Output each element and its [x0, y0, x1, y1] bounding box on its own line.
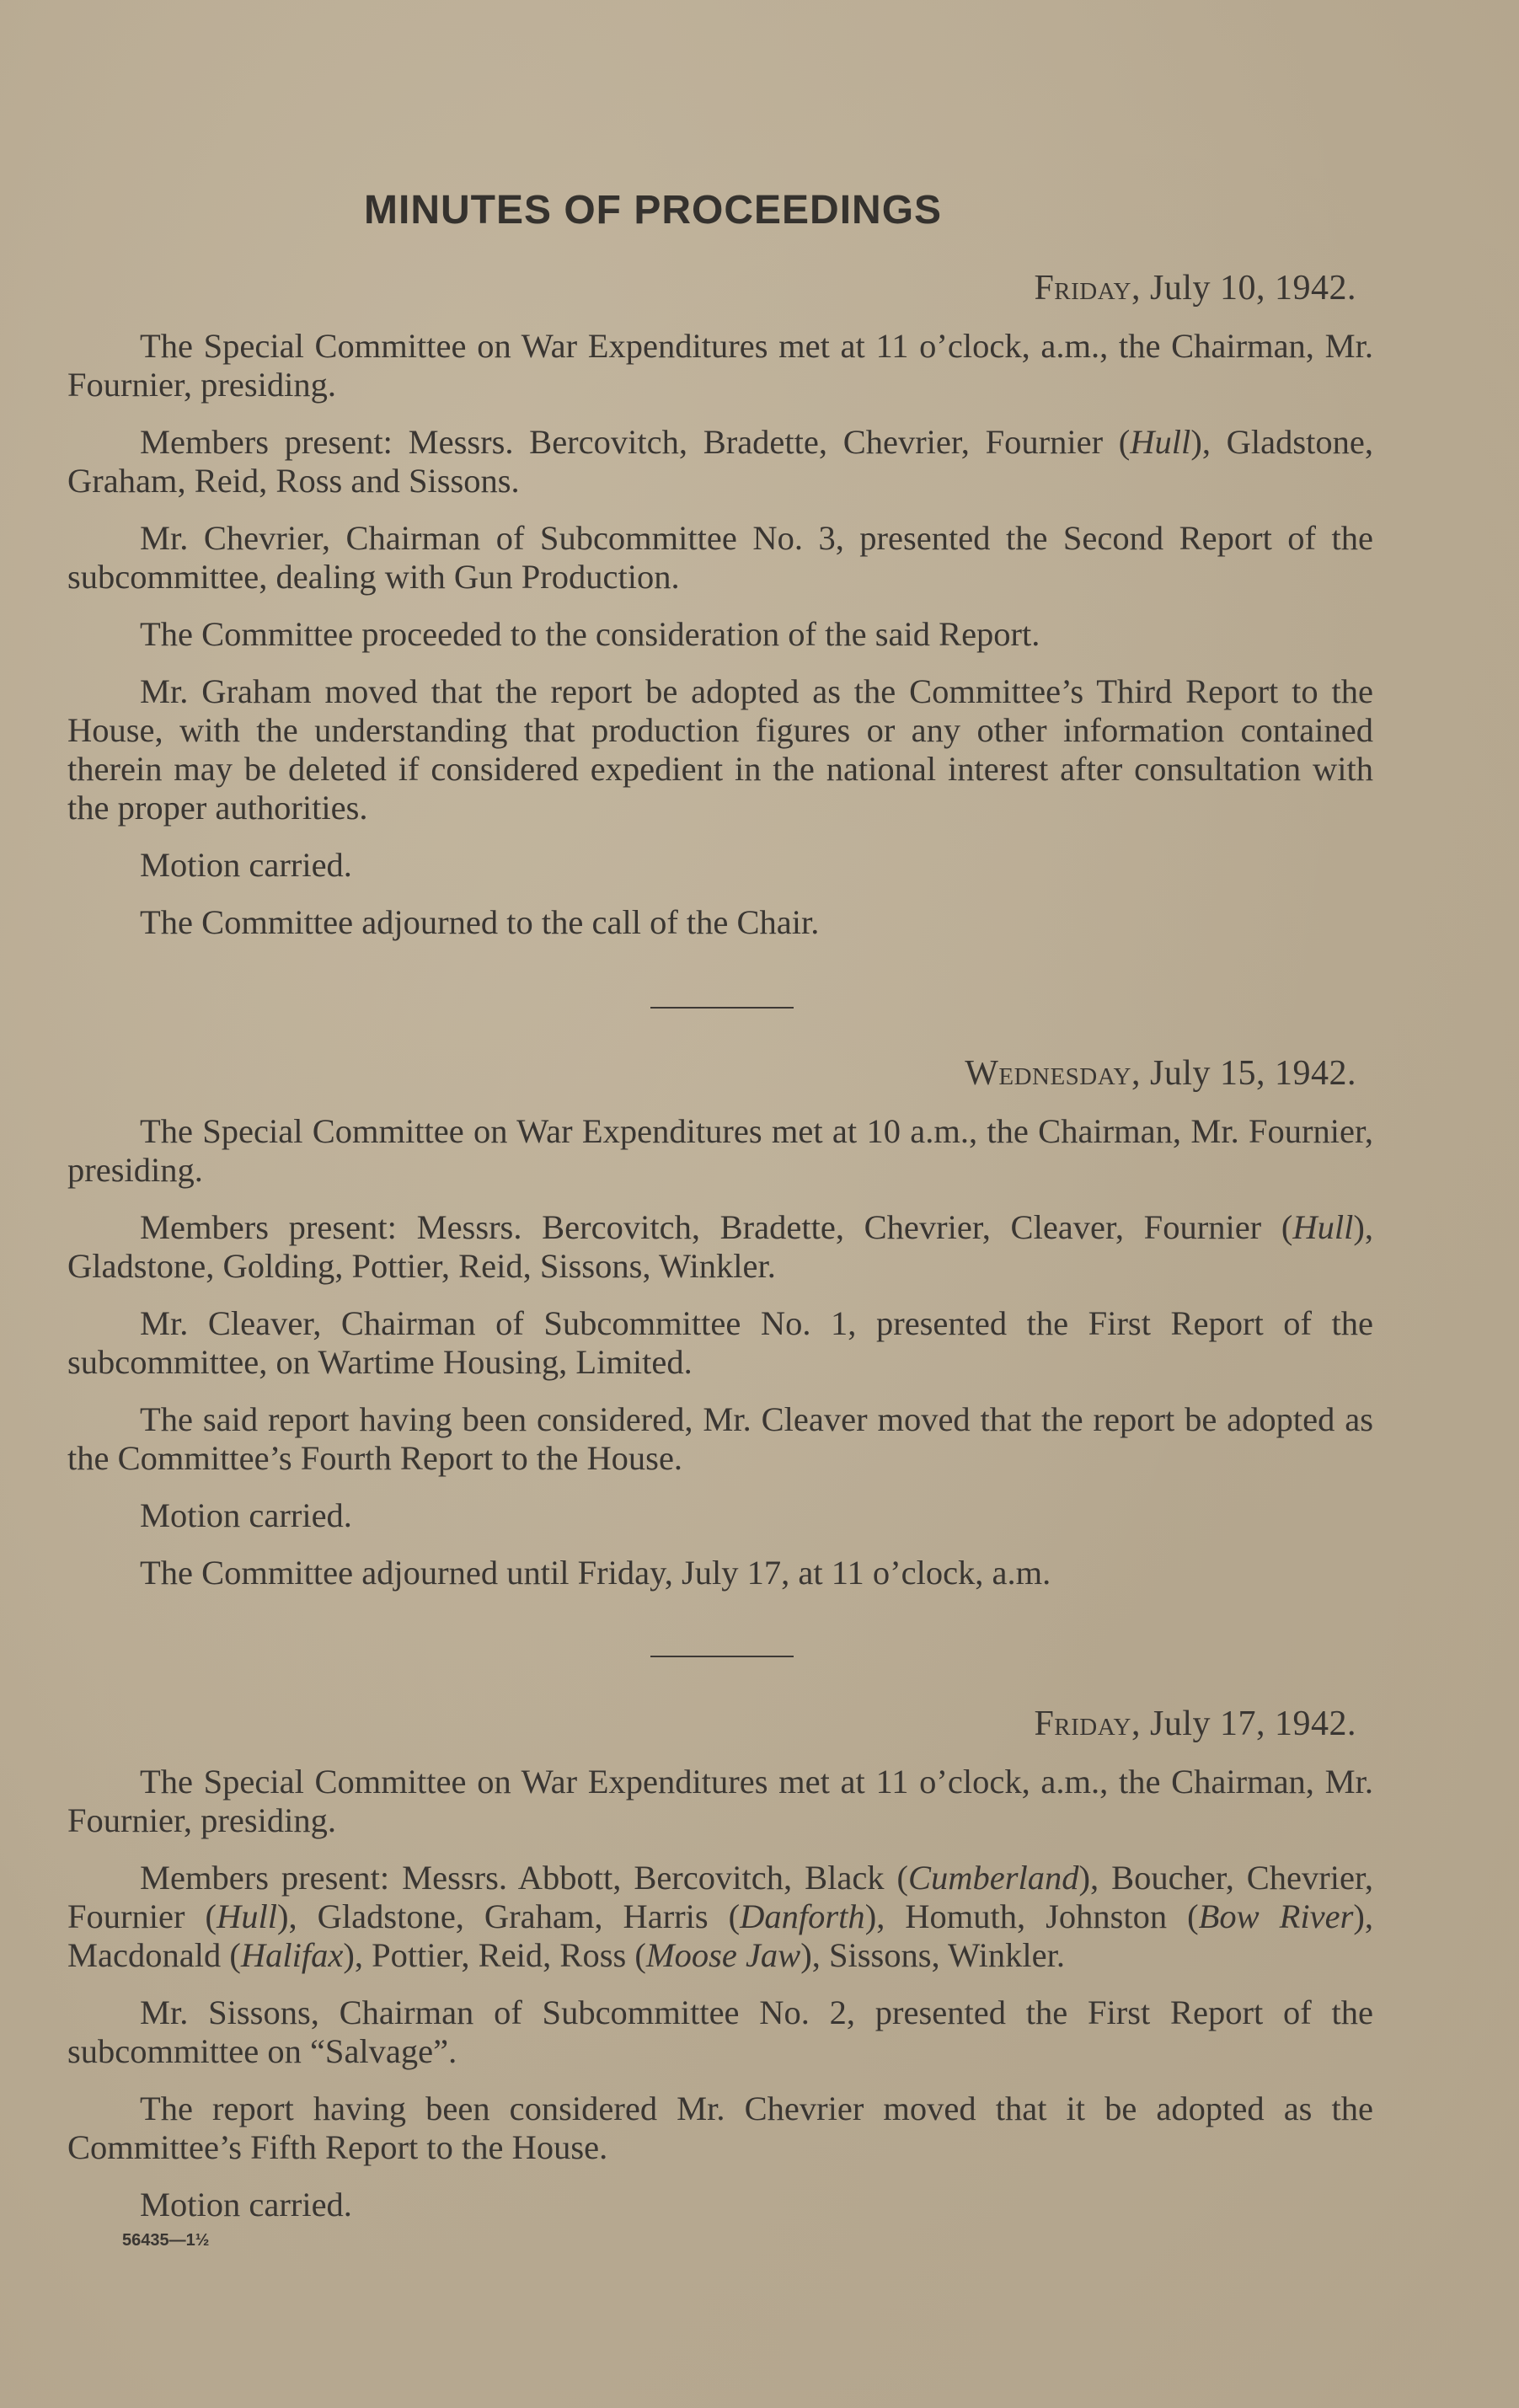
page-title: MINUTES OF PROCEEDINGS	[364, 188, 943, 233]
paragraph: Mr. Cleaver, Chairman of Subcommittee No. 1, presented the First Report of the subcommittee, on Wartime Housing, Limited.	[67, 1304, 1373, 1381]
paragraph: Mr. Sissons, Chairman of Subcommittee No. 2, presented the First Report of the subcommittee on “Salvage”.	[67, 1993, 1373, 2070]
paragraph: The Committee proceeded to the consideration of the said Report.	[140, 615, 1040, 653]
members-present: Members present: Messrs. Abbott, Bercovitch, Black (Cumberland), Boucher, Chevrier, Fournier (Hull), Gladstone, Graham, Harris (Danforth), Homuth, Johnston (Bow River), Macdonald (Halifax), Pottier, Reid, Ross (Moose Jaw), Sissons, Winkler.	[67, 1859, 1373, 1974]
section-divider	[650, 1007, 794, 1009]
minutes-entry-july-10	[67, 268, 1373, 961]
section-divider	[650, 1656, 794, 1657]
motion-paragraph: Mr. Graham moved that the report be adopted as the Committee’s Third Report to the House, with the understanding that production figures or any other information contained therein may be deleted if considered expedient in the national interest after consultation with the proper authorities.	[67, 672, 1373, 827]
adjournment: The Committee adjourned to the call of the Chair.	[140, 903, 820, 941]
motion-paragraph: The said report having been considered, Mr. Cleaver moved that the report be adopted as the Committee’s Fourth Report to the House.	[67, 1400, 1373, 1477]
adjournment: The Committee adjourned until Friday, July 17, at 11 o’clock, a.m.	[140, 1554, 1051, 1592]
entry-date	[67, 1704, 1356, 1744]
motion-result: Motion carried.	[140, 846, 352, 884]
entry-date-text: , July 17, 1942.	[1131, 1704, 1356, 1743]
paragraph: The Special Committee on War Expenditures met at 11 o’clock, a.m., the Chairman, Mr. Fournier, presiding.	[67, 1763, 1373, 1839]
members-present: Members present: Messrs. Bercovitch, Bradette, Chevrier, Cleaver, Fournier (Hull), Gladstone, Golding, Pottier, Reid, Sissons, Winkler.	[67, 1208, 1373, 1285]
minutes-entry-july-15	[67, 1053, 1373, 1611]
motion-result: Motion carried.	[140, 1496, 352, 1534]
motion-paragraph: The report having been considered Mr. Chevrier moved that it be adopted as the Committee’s Fifth Report to the House.	[67, 2090, 1373, 2166]
paragraph: Mr. Chevrier, Chairman of Subcommittee No. 3, presented the Second Report of the subcommittee, dealing with Gun Production.	[67, 519, 1373, 596]
motion-result: Motion carried.	[140, 2186, 352, 2223]
entry-day: Wednesday	[965, 1054, 1131, 1093]
paragraph: The Special Committee on War Expenditures met at 10 a.m., the Chairman, Mr. Fournier, presiding.	[67, 1112, 1373, 1189]
paragraph: The Special Committee on War Expenditures met at 11 o’clock, a.m., the Chairman, Mr. Fournier, presiding.	[67, 327, 1373, 404]
entry-day: Friday	[1034, 269, 1131, 308]
entry-day: Friday	[1034, 1704, 1131, 1743]
entry-date-text: , July 10, 1942.	[1131, 269, 1356, 308]
document-page	[67, 0, 1373, 2408]
minutes-entry-july-17	[67, 1704, 1373, 2243]
members-present: Members present: Messrs. Bercovitch, Bradette, Chevrier, Fournier (Hull), Gladstone, Graham, Reid, Ross and Sissons.	[67, 423, 1373, 500]
entry-date-text: , July 15, 1942.	[1131, 1054, 1356, 1093]
entry-date	[67, 268, 1356, 308]
entry-date	[67, 1053, 1356, 1094]
page-signature-mark: 56435—1½	[122, 2231, 210, 2250]
